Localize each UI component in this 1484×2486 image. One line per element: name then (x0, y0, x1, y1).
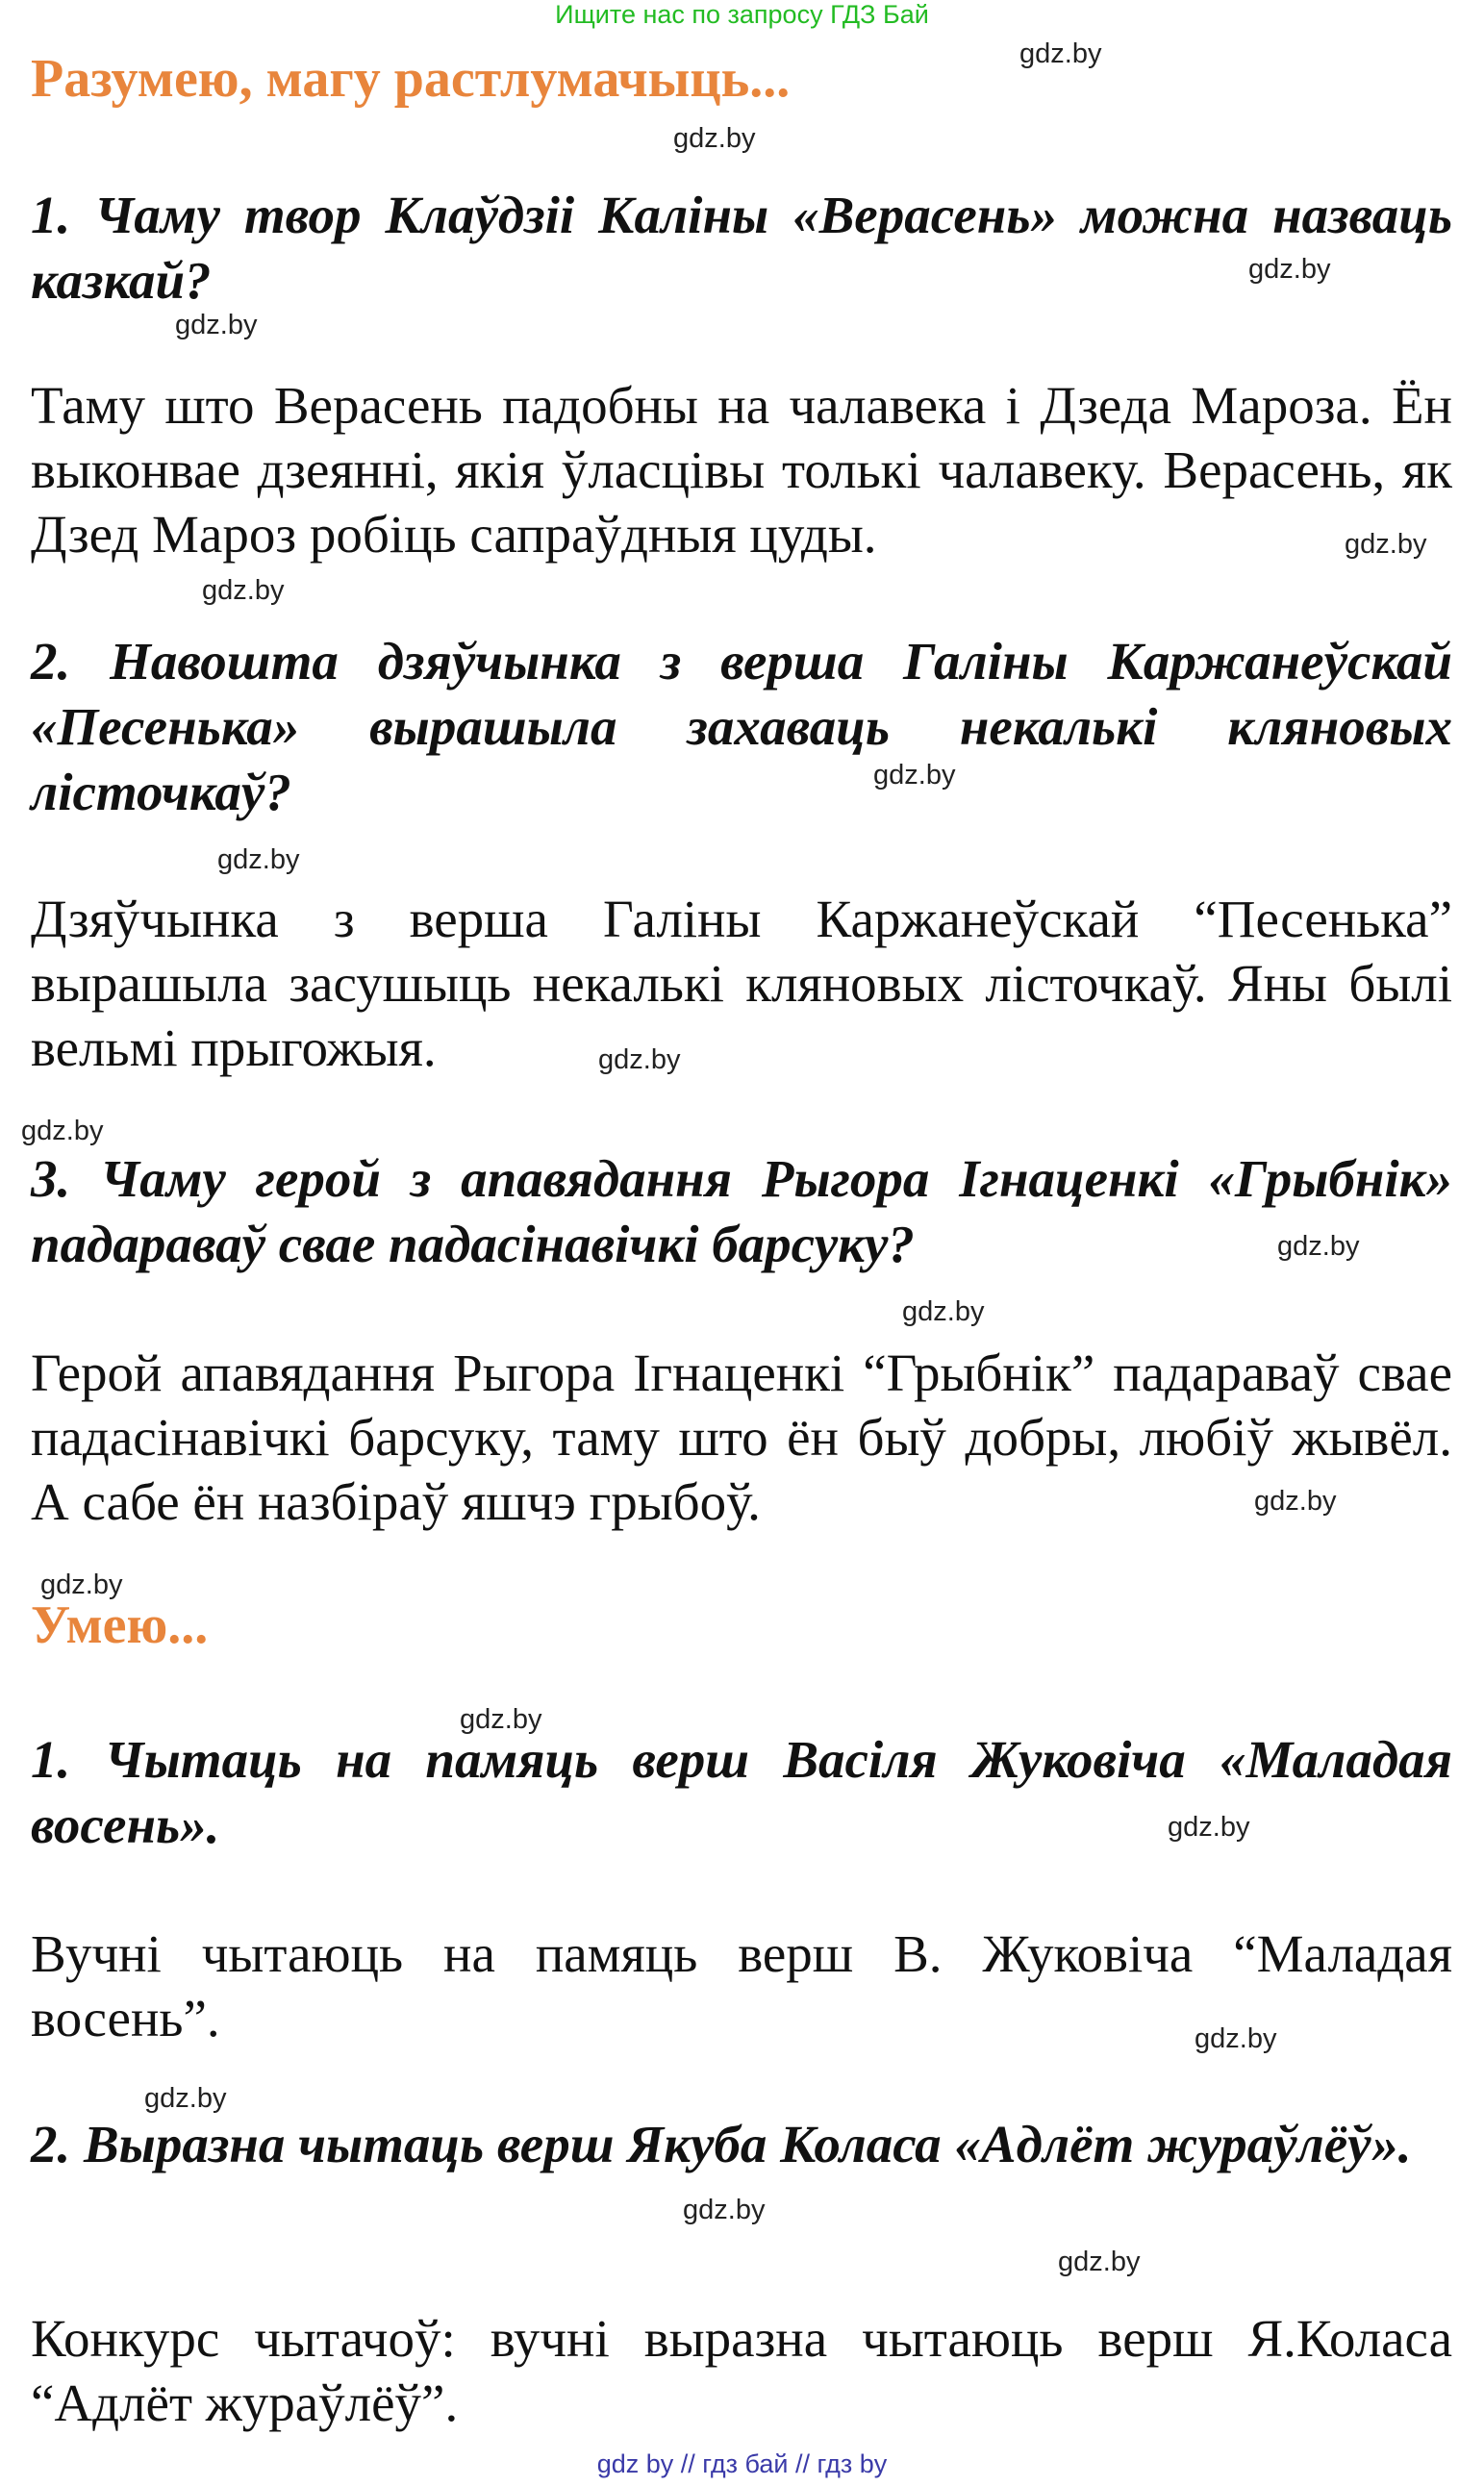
watermark: gdz.by (598, 1044, 681, 1075)
answer-3: Герой апавядання Рыгора Ігнаценкі “Грыбнік” падараваў свае падасінавічкі барсуку, таму што ён быў добры, любіў жывёл. А сабе ён назбіраў яшчэ грыбоў. (31, 1343, 1452, 1531)
watermark: gdz.by (217, 844, 300, 875)
answer-4: Вучні чытаюць на памяць верш В. Жуковіча “Маладая восень”. (31, 1924, 1452, 2047)
watermark: gdz.by (1168, 1812, 1250, 1843)
watermark: gdz.by (202, 575, 285, 606)
answer-5: Конкурс чытачоў: вучні выразна чытаюць верш Я.Коласа “Адлёт жураўлёў”. (31, 2309, 1452, 2432)
watermark: gdz.by (1277, 1231, 1360, 1262)
watermark: gdz.by (1254, 1486, 1337, 1517)
question-3: 3. Чаму герой з апавядання Рыгора Ігнаценкі «Грыбнік» падараваў свае падасінавічкі барсуку? (31, 1149, 1452, 1273)
watermark: gdz.by (1058, 2247, 1141, 2277)
watermark: gdz.by (902, 1296, 985, 1327)
watermark: gdz.by (873, 760, 956, 791)
watermark: gdz.by (673, 123, 756, 154)
watermark: gdz.by (683, 2195, 766, 2225)
question-1: 1. Чаму твор Клаўдзіі Каліны «Верасень» можна назваць казкай? (31, 186, 1452, 310)
watermark: gdz.by (460, 1704, 542, 1735)
top-banner: Ищите нас по запросу ГДЗ Бай (555, 0, 929, 29)
watermark: gdz.by (40, 1569, 123, 1600)
watermark: gdz.by (175, 310, 258, 340)
answer-1: Таму што Верасень падобны на чалавека і Дзеда Мароза. Ён выконвае дзеянні, якія ўласцівы толькі чалавеку. Верасень, як Дзед Мароз робіць сапраўдныя цуды. (31, 376, 1452, 564)
question-4: 1. Чытаць на памяць верш Васіля Жуковіча «Маладая восень». (31, 1730, 1452, 1854)
watermark: gdz.by (144, 2083, 227, 2114)
section-heading-understand: Разумею, магу растлумачыць... (31, 49, 791, 109)
watermark: gdz.by (1248, 254, 1331, 285)
question-5: 2. Выразна чытаць верш Якуба Коласа «Адлёт жураўлёў». (31, 2115, 1412, 2173)
answer-2: Дзяўчынка з верша Галіны Каржанеўскай “Песенька” вырашыла засушыць некалькі кляновых лісточкаў. Яны былі вельмі прыгожыя. (31, 890, 1452, 1077)
watermark: gdz.by (21, 1116, 104, 1146)
section-heading-skills: Умею... (31, 1595, 209, 1655)
watermark: gdz.by (1019, 38, 1102, 69)
question-2: 2. Навошта дзяўчынка з верша Галіны Каржанеўскай «Песенька» вырашыла захаваць некалькі кляновых лісточкаў? (31, 632, 1452, 821)
watermark: gdz.by (1195, 2023, 1277, 2054)
watermark: gdz.by (1345, 529, 1427, 560)
footer: gdz by // гдз бай // гдз by (596, 2449, 888, 2478)
